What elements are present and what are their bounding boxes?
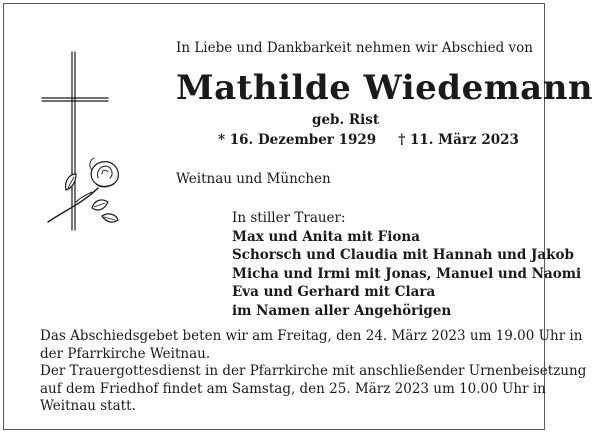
cross-with-rose-icon [36,52,126,236]
birth-name: geb. Rist [312,112,380,128]
mourner-line: Schorsch und Claudia mit Hannah und Jakob [232,247,574,263]
mourner-line: Max und Anita mit Fiona [232,228,420,245]
mourners-heading: In stiller Trauer: [232,210,346,226]
service-line: Das Abschiedsgebet beten wir am Freitag, den 24. März 2023 um 19.00 Uhr in [40,328,583,344]
service-line: der Pfarrkirche Weitnau. [40,345,211,362]
place-text: Weitnau und München [176,171,331,187]
mourner-line: im Namen aller Angehörigen [232,302,452,319]
service-line: Weitnau statt. [40,398,136,414]
service-line: Der Trauergottesdienst in der Pfarrkirche mit anschließender Urnenbeisetzung [40,363,587,379]
mourner-line: Micha und Irmi mit Jonas, Manuel und Naomi [232,265,582,282]
service-details [40,328,586,416]
mourner-line: Eva und Gerhard mit Clara [232,284,436,300]
service-line: auf dem Friedhof findet am Samstag, den 25. März 2023 um 10.00 Uhr in [40,380,546,397]
deceased-name: Mathilde Wiedemann [176,68,593,108]
life-dates [218,132,519,148]
mourners-block [232,209,581,320]
birth-date: * 16. Dezember 1929 [218,132,377,148]
intro-text: In Liebe und Dankbarkeit nehmen wir Abschied von [176,40,533,56]
death-date: † 11. März 2023 [398,132,519,148]
